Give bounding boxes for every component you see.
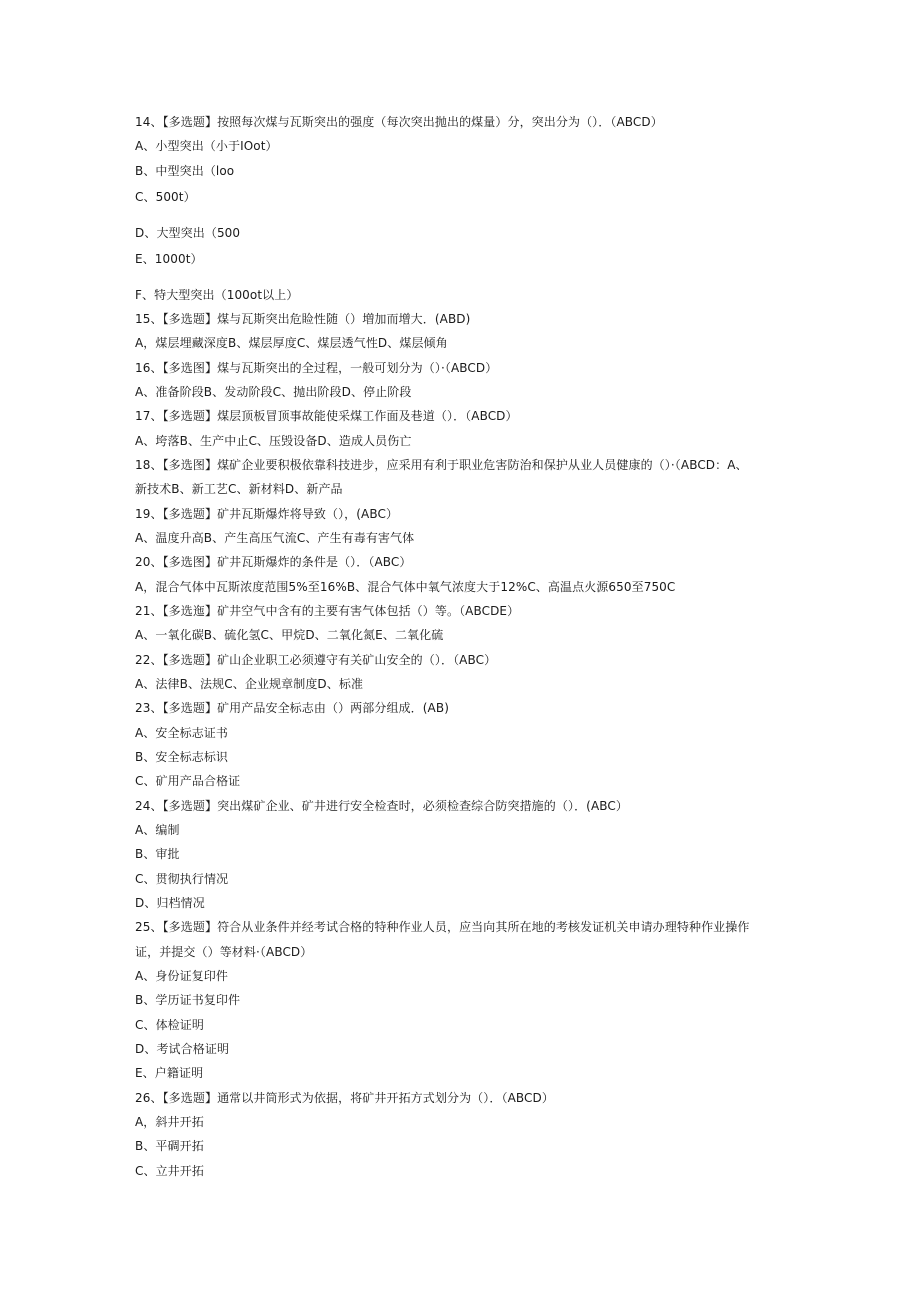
- option-line: C、贯彻执行情况: [135, 872, 229, 886]
- option-line: F、特大型突出（100ot以上）: [135, 288, 299, 302]
- option-line: A、安全标志证书: [135, 726, 229, 740]
- question-16: 16、【多选图】煤与瓦斯突出的全过程，一般可划分为（）·（ABCD）: [135, 361, 498, 375]
- question-20: 20、【多选图】矿井瓦斯爆炸的条件是（）．（ABC）: [135, 555, 412, 569]
- option-line: A、编制: [135, 823, 180, 837]
- question-23: 23、【多选题】矿用产品安全标志由（）两部分组成．(AB): [135, 701, 449, 715]
- option-line: A，斜井开拓: [135, 1115, 204, 1129]
- option-line: E、户籍证明: [135, 1066, 204, 1080]
- option-line: C、矿用产品合格证: [135, 774, 241, 788]
- option-line: A，煤层埋藏深度B、煤层厚度C、煤层透气性D、煤层倾角: [135, 336, 448, 350]
- question-21: 21、【多选迤】矿井空气中含有的主要有害气体包括（）等。（ABCDE）: [135, 604, 520, 618]
- option-line: B、审批: [135, 847, 180, 861]
- option-line: A、小型突出（小于IOot）: [135, 139, 278, 153]
- question-24: 24、【多选题】突出煤矿企业、矿井进行安全检查时，必须检查综合防突措施的（）．(ABC）: [135, 799, 628, 813]
- option-line: A，混合气体中瓦斯浓度范围5%至16%B、混合气体中氧气浓度大于12%C、高温点火源650至750C: [135, 580, 676, 594]
- option-line: C、500t）: [135, 190, 196, 204]
- question-14: 14、【多选题】按照每次煤与瓦斯突出的强度（每次突出抛出的煤量）分，突出分为（）．（ABCD）: [135, 115, 663, 129]
- option-line: 新技术B、新工艺C、新材料D、新产品: [135, 482, 343, 496]
- question-22: 22、【多选题】矿山企业职工必须遵守有关矿山安全的（）．（ABC）: [135, 653, 497, 667]
- question-15: 15、【多选题】煤与瓦斯突出危睑性随（）増加而增大．(ABD): [135, 312, 471, 326]
- option-line: A、身份证复印件: [135, 969, 229, 983]
- question-17: 17、【多选题】煤层顶板冒顶事故能使采煤工作面及巷道（）．（ABCD）: [135, 409, 518, 423]
- option-line: B、安全标志标识: [135, 750, 229, 764]
- question-25: 25、【多选题】符合从业条件并经考试合格的特种作业人员，应当向其所在地的考核发证机关申请办理特种作业操作: [135, 920, 750, 934]
- question-18: 18、【多选图】煤矿企业要积极依靠科技进步，应采用有利于职业危害防治和保护从业人员健康的（）·（ABCD：A、: [135, 458, 748, 472]
- option-line: B、平碉开拓: [135, 1139, 204, 1153]
- option-line: D、大型突出（500: [135, 226, 241, 240]
- option-line: D、考试合格证明: [135, 1042, 230, 1056]
- option-line: C、体检证明: [135, 1018, 204, 1032]
- option-line: A、温度升高B、产生高压气流C、产生有毒有害气体: [135, 531, 415, 545]
- option-line: B、学历证书复印件: [135, 993, 241, 1007]
- option-line: D、归档情况: [135, 896, 205, 910]
- question-19: 19、【多选题】矿井瓦斯爆炸将导致（），(ABC）: [135, 507, 399, 521]
- option-line: A、一氧化碳B、硫化氢C、甲烷D、二氧化氮E、二氧化硫: [135, 628, 444, 642]
- option-line: B、中型突出（loo: [135, 164, 235, 178]
- option-line: A、垮落B、生产中止C、压毁设备D、造成人员伤亡: [135, 434, 412, 448]
- question-25-cont: 证，并提交（）等材料·（ABCD）: [135, 945, 313, 959]
- option-line: E、1000t）: [135, 252, 203, 266]
- option-line: A、法律B、法规C、企业规章制度D、标准: [135, 677, 364, 691]
- question-26: 26、【多选题】通常以井筒形式为依据，将矿井开拓方式划分为（）．（ABCD）: [135, 1091, 554, 1105]
- option-line: A、准备阶段B、发动阶段C、抛出阶段D、停止阶段: [135, 385, 412, 399]
- option-line: C、立井开拓: [135, 1164, 204, 1178]
